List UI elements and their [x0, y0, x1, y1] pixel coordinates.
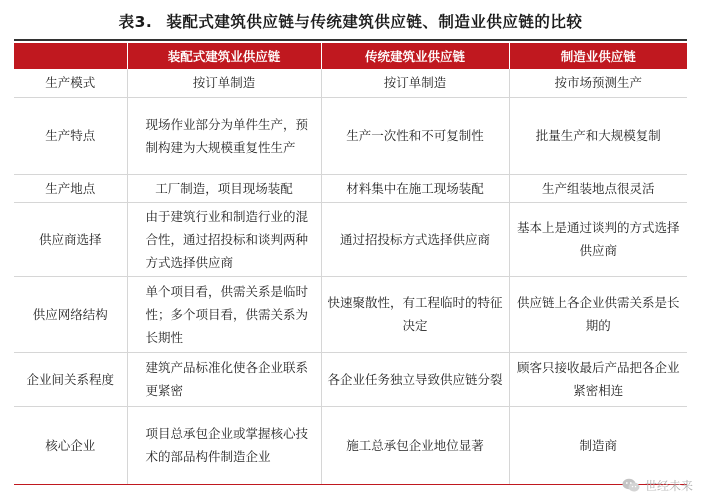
header-row: [14, 43, 687, 69]
table-cell: 通过招投标方式选择供应商: [321, 202, 509, 276]
table-cell: 现场作业部分为单件生产，预制构建为大规模重复性生产: [127, 97, 321, 174]
watermark-text: 世经未来: [644, 479, 693, 493]
header-manufacturing-supply-chain: 制造业供应链: [509, 43, 687, 69]
table-cell: 生产一次性和不可复制性: [321, 97, 509, 174]
table-row: [14, 276, 687, 352]
row-label: 核心企业: [14, 406, 127, 484]
table-cell: 顾客只接收最后产品把各企业紧密相连: [509, 352, 687, 406]
row-label: 供应商选择: [14, 202, 127, 276]
table-row: [14, 97, 687, 174]
table-cell: 工厂制造，项目现场装配: [127, 174, 321, 202]
table-cell: 单个项目看，供需关系是临时性；多个项目看，供需关系为长期性: [127, 276, 321, 352]
row-label: 供应网络结构: [14, 276, 127, 352]
table-cell: 按订单制造: [127, 69, 321, 97]
table-number: 表3.: [118, 13, 153, 31]
table-cell: 制造商: [509, 406, 687, 484]
header-traditional-supply-chain: 传统建筑业供应链: [321, 43, 509, 69]
table-cell: 基本上是通过谈判的方式选择供应商: [509, 202, 687, 276]
table-cell: 按订单制造: [321, 69, 509, 97]
table-cell: 施工总承包企业地位显著: [321, 406, 509, 484]
header-prefab-supply-chain: 装配式建筑业供应链: [127, 43, 321, 69]
comparison-table: [14, 43, 687, 485]
row-label: 生产特点: [14, 97, 127, 174]
row-label: 企业间关系程度: [14, 352, 127, 406]
table-row: [14, 69, 687, 97]
table-cell: 材料集中在施工现场装配: [321, 174, 509, 202]
header-corner-cell: [14, 43, 127, 69]
table-cell: 项目总承包企业或掌握核心技术的部品构件制造企业: [127, 406, 321, 484]
table-cell: 快速聚散性，有工程临时的特征决定: [321, 276, 509, 352]
table-cell: 各企业任务独立导致供应链分裂: [321, 352, 509, 406]
title-divider: [14, 39, 687, 41]
table-row: [14, 174, 687, 202]
source-watermark: [622, 477, 693, 494]
table-cell: 生产组装地点很灵活: [509, 174, 687, 202]
table-cell: 建筑产品标准化使各企业联系更紧密: [127, 352, 321, 406]
row-label: 生产地点: [14, 174, 127, 202]
table-row: [14, 352, 687, 406]
table-title: [0, 10, 701, 32]
table-title-text: 装配式建筑供应链与传统建筑供应链、制造业供应链的比较: [166, 13, 583, 31]
wechat-icon: [622, 478, 640, 493]
table-cell: 批量生产和大规模复制: [509, 97, 687, 174]
table-cell: 按市场预测生产: [509, 69, 687, 97]
table-row: [14, 202, 687, 276]
table-row: [14, 406, 687, 484]
row-label: 生产模式: [14, 69, 127, 97]
table-cell: 供应链上各企业供需关系是长期的: [509, 276, 687, 352]
table-cell: 由于建筑行业和制造行业的混合性，通过招投标和谈判两种方式选择供应商: [127, 202, 321, 276]
